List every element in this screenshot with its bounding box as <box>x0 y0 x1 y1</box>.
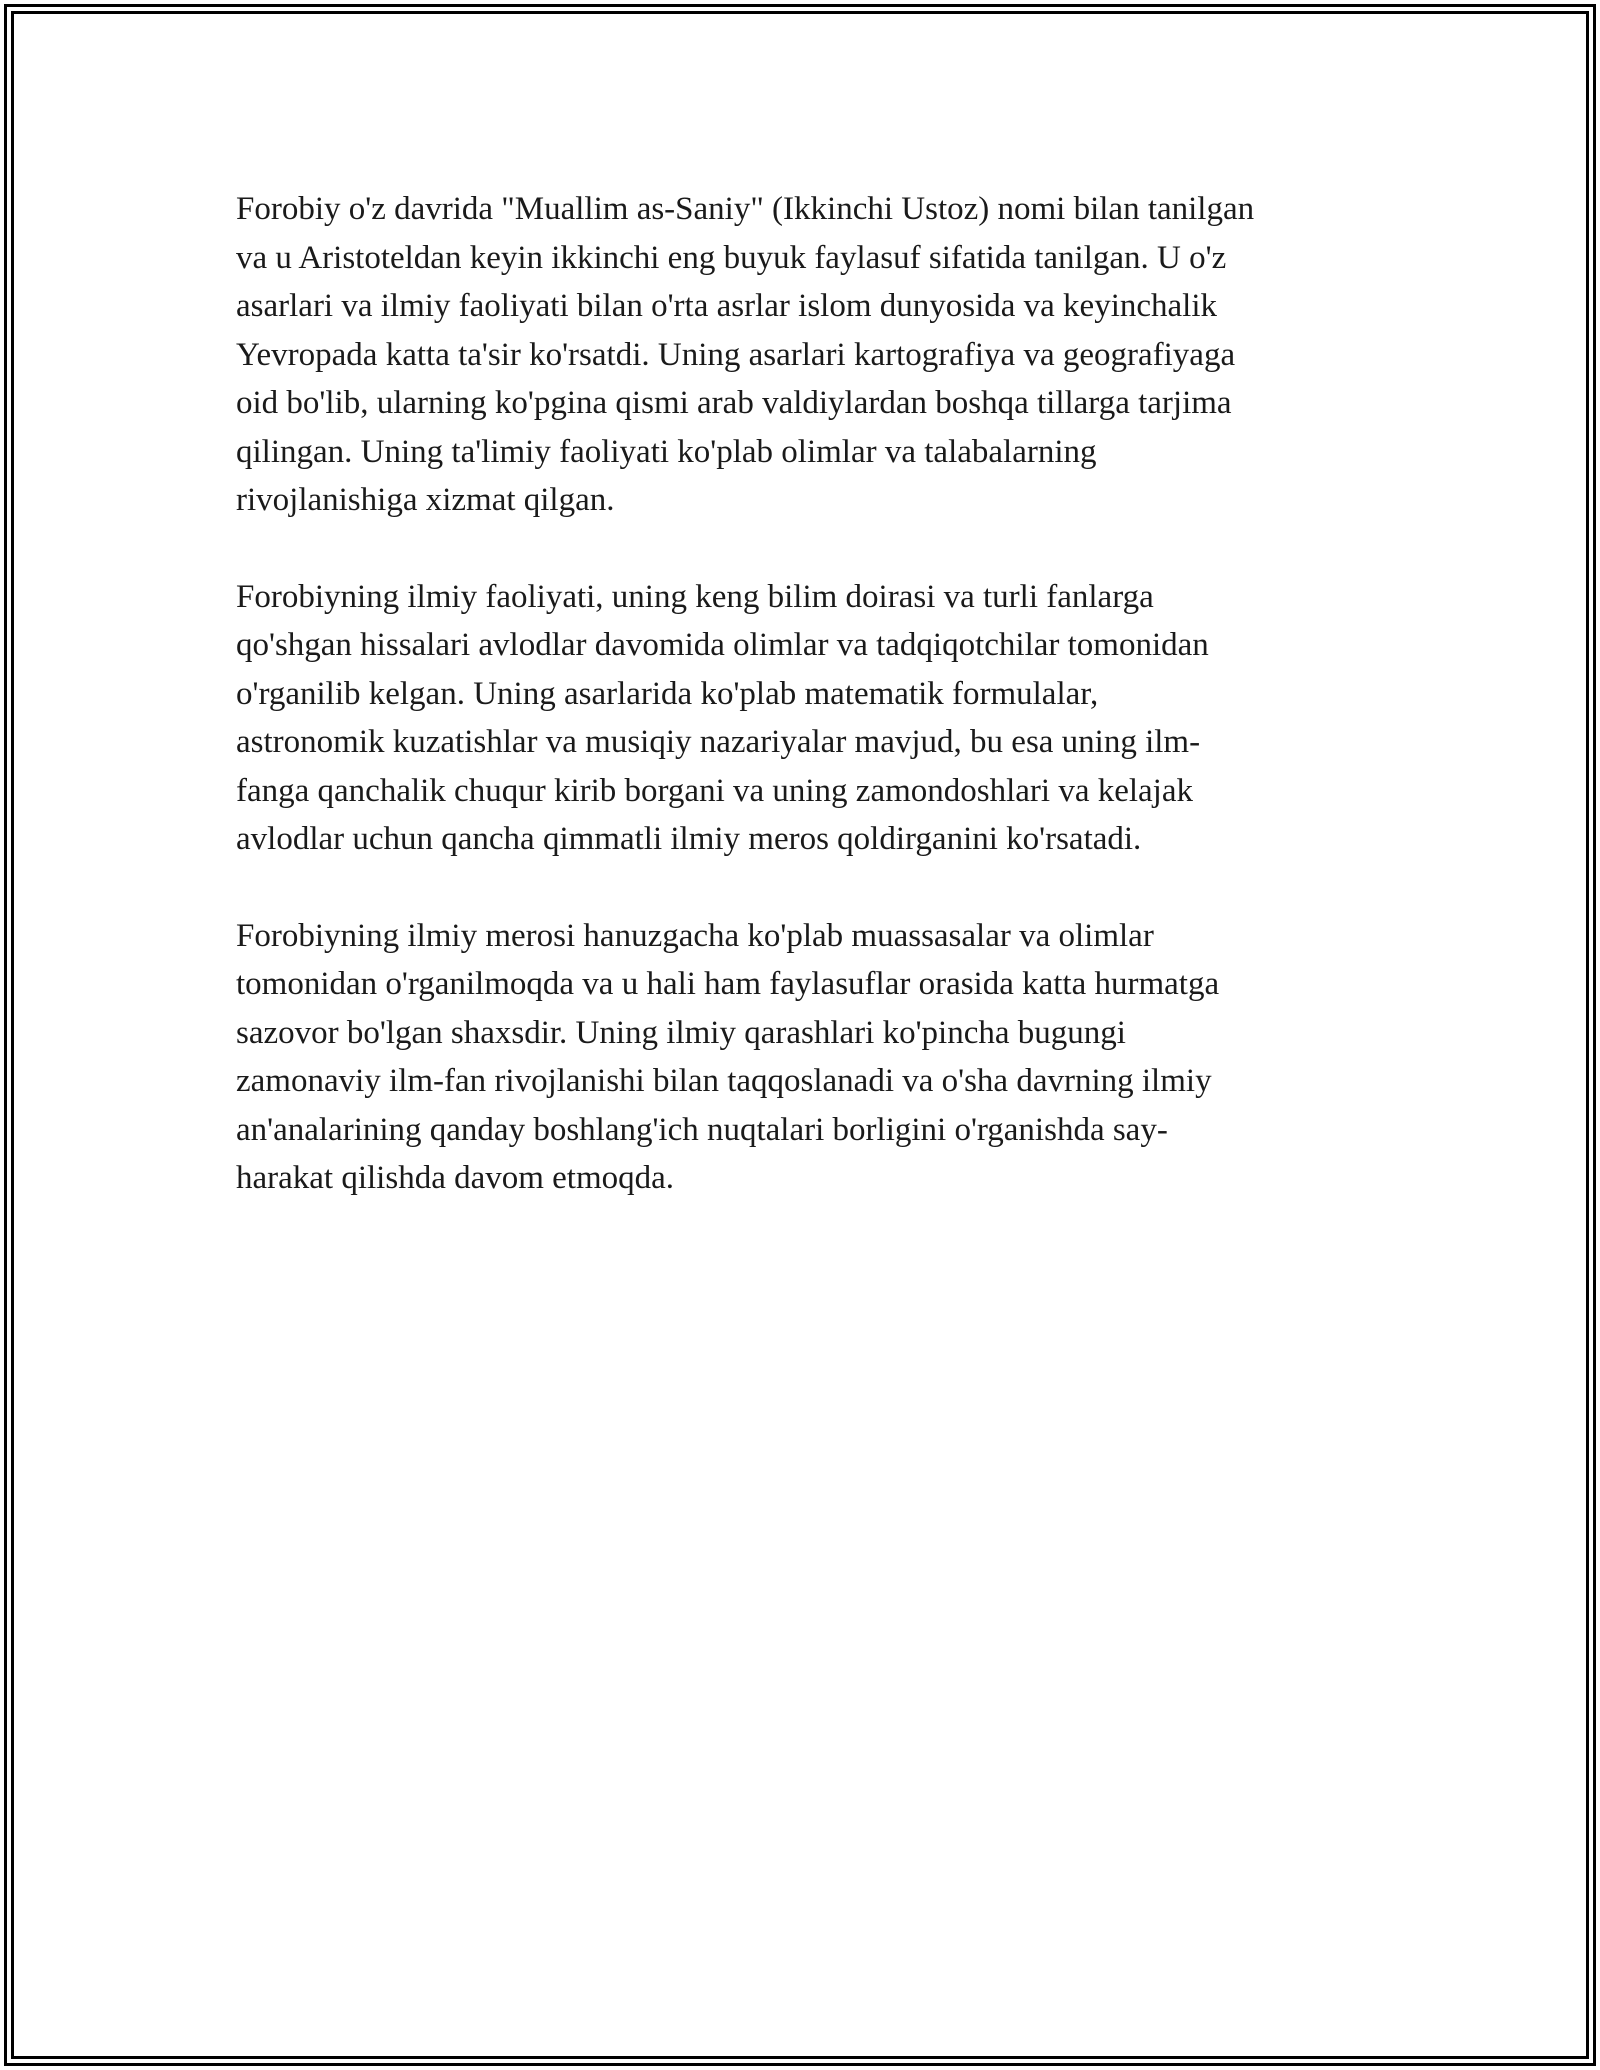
text-line: harakat qilishda davom etmoqda. <box>236 1160 675 1196</box>
text-line: tomonidan o'rganilmoqda va u hali ham faylasuflar orasida katta hurmatga <box>236 966 1220 1002</box>
text-line: fanga qanchalik chuqur kirib borgani va uning zamondoshlari va kelajak <box>236 772 1193 809</box>
text-line: qilingan. Uning ta'limiy faoliyati ko'plab olimlar va talabalarning <box>236 433 1097 470</box>
paragraph-3 <box>236 912 1396 1203</box>
text-line: sazovor bo'lgan shaxsdir. Uning ilmiy qarashlari ko'pincha bugungi <box>236 1014 1126 1051</box>
text-line: asarlari va ilmiy faoliyati bilan o'rta asrlar islom dunyosida va keyinchalik <box>236 288 1217 324</box>
text-line: Yevropada katta ta'sir ko'rsatdi. Uning asarlari kartografiya va geografiyaga <box>236 336 1236 373</box>
text-line: Forobiyning ilmiy faoliyati, uning keng bilim doirasi va turli fanlarga <box>236 578 1154 615</box>
text-line: Forobiy o'z davrida "Muallim as-Saniy" (Ikkinchi Ustoz) nomi bilan tanilgan <box>236 191 1255 227</box>
text-line: avlodlar uchun qancha qimmatli ilmiy meros qoldirganini ko'rsatadi. <box>236 821 1142 857</box>
text-line: Forobiyning ilmiy merosi hanuzgacha ko'plab muassasalar va olimlar <box>236 917 1154 954</box>
text-line: va u Aristoteldan keyin ikkinchi eng buyuk faylasuf sifatida tanilgan. U o'z <box>236 239 1227 276</box>
text-line: zamonaviy ilm-fan rivojlanishi bilan taqqoslanadi va o'sha davrning ilmiy <box>236 1063 1212 1099</box>
text-line: rivojlanishiga xizmat qilgan. <box>236 482 615 518</box>
paragraph-1 <box>236 185 1396 525</box>
text-line: qo'shgan hissalari avlodlar davomida olimlar va tadqiqotchilar tomonidan <box>236 627 1209 663</box>
paragraph-2 <box>236 573 1396 864</box>
text-line: astronomik kuzatishlar va musiqiy nazariyalar mavjud, bu esa uning ilm- <box>236 724 1201 760</box>
document-body <box>236 185 1396 1251</box>
text-line: oid bo'lib, ularning ko'pgina qismi arab valdiylardan boshqa tillarga tarjima <box>236 385 1232 421</box>
text-line: o'rganilib kelgan. Uning asarlarida ko'plab matematik formulalar, <box>236 675 1099 712</box>
text-line: an'analarining qanday boshlang'ich nuqtalari borligini o'rganishda say- <box>236 1111 1168 1148</box>
